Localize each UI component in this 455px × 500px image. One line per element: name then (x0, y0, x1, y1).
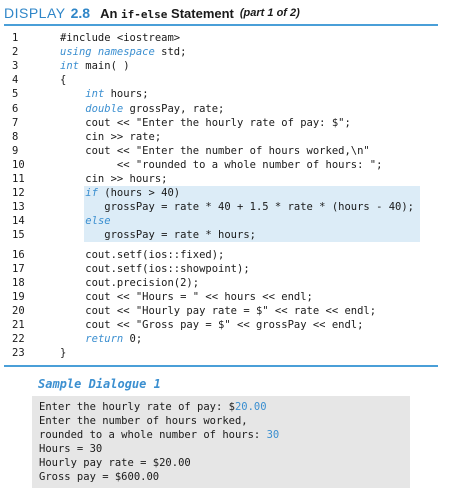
line-number: 22 (12, 333, 25, 346)
code-line (0, 173, 440, 186)
dialogue-line (32, 400, 410, 414)
line-number: 4 (12, 74, 19, 87)
code-rest: hours; (104, 88, 149, 101)
title-prefix: An (100, 5, 118, 21)
code-rest: std; (154, 46, 187, 59)
code-line (0, 229, 440, 242)
code-line (0, 291, 440, 304)
code-line (0, 88, 440, 101)
line-number: 7 (12, 116, 19, 129)
dialogue-line (32, 442, 410, 456)
sample-dialogue-box (32, 396, 410, 488)
code-text: cout << "Hours = " << hours << endl; (60, 290, 313, 303)
keyword: return (85, 333, 124, 346)
user-input: 30 (266, 429, 280, 441)
line-number: 9 (12, 144, 19, 157)
code-line (0, 305, 440, 318)
keyword: double (85, 102, 124, 115)
code-text: cout << "Hourly pay rate = $" << rate << endl; (60, 304, 377, 317)
indent (60, 187, 85, 199)
keyword: int (85, 88, 105, 101)
code-text: cin >> rate; (60, 130, 162, 143)
code-text: grossPay = rate * 40 + 1.5 * rate * (hours - 40); (60, 201, 415, 214)
indent (60, 88, 85, 100)
code-text: { (60, 74, 67, 87)
dialogue-line (32, 470, 410, 484)
dialogue-line (32, 428, 410, 442)
display-header (4, 2, 438, 26)
line-number: 15 (12, 229, 25, 242)
user-input: 20.00 (234, 401, 267, 413)
code-line (0, 347, 440, 360)
display-title (100, 6, 234, 21)
dialogue-text: Hours = 30 (39, 443, 103, 455)
code-text: } (60, 347, 67, 360)
line-number: 10 (12, 158, 25, 171)
display-part: (part 1 of 2) (239, 7, 300, 19)
line-number: 20 (12, 304, 25, 317)
code-text (60, 215, 111, 228)
line-number: 12 (12, 187, 25, 200)
code-line (0, 159, 440, 172)
dialogue-line (32, 414, 410, 428)
code-text: #include <iostream> (60, 32, 181, 44)
title-suffix: Statement (171, 5, 234, 21)
code-rest: 0; (123, 333, 143, 346)
code-line (0, 131, 440, 144)
line-number: 2 (12, 46, 19, 59)
code-line (0, 46, 440, 59)
code-line (0, 145, 440, 158)
keyword: int (60, 60, 79, 73)
code-line (0, 249, 440, 262)
dialogue-text: Enter the number of hours worked, (39, 415, 248, 427)
code-text (60, 103, 224, 116)
line-number: 19 (12, 290, 25, 303)
dialogue-line (32, 456, 410, 470)
code-line (0, 60, 440, 73)
code-line (0, 32, 440, 45)
line-number: 21 (12, 319, 25, 331)
code-line (0, 117, 440, 130)
code-line (0, 103, 440, 116)
dialogue-text: rounded to a whole number of hours: (39, 429, 267, 441)
code-rest: grossPay, rate; (123, 102, 225, 115)
indent (60, 103, 85, 115)
code-line (0, 319, 440, 332)
code-line (0, 201, 440, 214)
dialogue-text: Gross pay = $600.00 (39, 471, 160, 483)
code-line (0, 187, 440, 200)
code-rest: (hours > 40) (97, 187, 181, 200)
code-line (0, 277, 440, 290)
display-label: DISPLAY (4, 5, 66, 21)
code-text: cout.setf(ios::fixed); (60, 248, 225, 261)
line-number: 8 (12, 130, 19, 143)
line-number: 1 (12, 32, 19, 44)
indent (60, 215, 85, 227)
sample-dialogue-title: Sample Dialogue 1 (38, 377, 161, 391)
keyword: if (85, 187, 98, 200)
code-line (0, 333, 440, 346)
indent (60, 333, 85, 345)
line-number: 17 (12, 262, 25, 275)
line-number: 5 (12, 88, 19, 101)
title-code: if-else (121, 7, 168, 21)
code-text: cin >> hours; (60, 173, 168, 185)
line-number: 13 (12, 201, 25, 214)
line-number: 11 (12, 173, 25, 185)
code-text (60, 88, 149, 101)
code-text: grossPay = rate * hours; (60, 229, 256, 242)
line-number: 16 (12, 248, 25, 261)
code-rest: main( ) (78, 60, 130, 73)
line-number: 6 (12, 102, 19, 115)
line-number: 3 (12, 60, 19, 73)
code-text: cout.precision(2); (60, 276, 200, 289)
code-line (0, 74, 440, 87)
keyword: using namespace (60, 46, 155, 59)
dialogue-text: Hourly pay rate = $20.00 (39, 457, 191, 469)
code-text (60, 333, 142, 346)
code-text: cout << "Enter the number of hours worked,\n" (60, 144, 370, 157)
code-text (60, 46, 186, 59)
code-text: cout << "Enter the hourly rate of pay: $"; (60, 116, 351, 129)
section-divider (4, 365, 438, 367)
code-text: << "rounded to a whole number of hours: "; (60, 158, 383, 171)
line-number: 18 (12, 276, 25, 289)
display-number: 2.8 (70, 5, 91, 21)
code-text: cout.setf(ios::showpoint); (60, 262, 250, 275)
code-text (60, 60, 130, 73)
code-line (0, 215, 440, 228)
line-number: 23 (12, 347, 25, 360)
dialogue-text: Enter the hourly rate of pay: $ (39, 401, 235, 413)
code-text (60, 187, 180, 200)
line-number: 14 (12, 215, 25, 228)
code-text: cout << "Gross pay = $" << grossPay << endl; (60, 319, 364, 331)
code-line (0, 263, 440, 276)
keyword: else (85, 215, 111, 228)
